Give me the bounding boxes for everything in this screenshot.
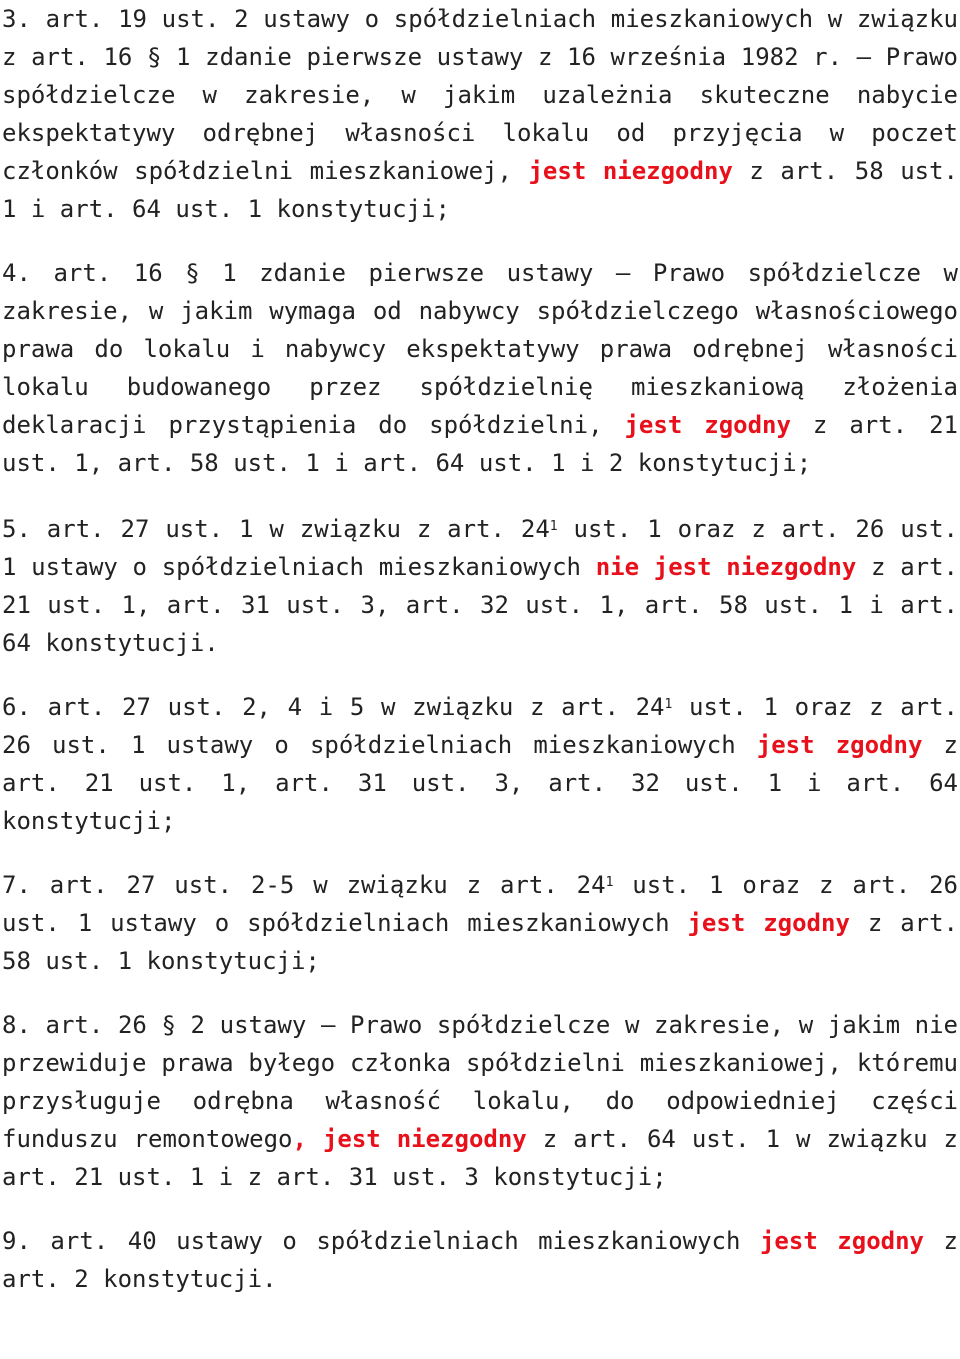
paragraph-gap [2, 662, 958, 688]
ruling-item-5 [2, 510, 958, 662]
verdict-highlight: jest niezgodny [528, 157, 733, 185]
paragraph-gap [2, 840, 958, 866]
ruling-text: z art. 21 ust. 1, art. 31 ust. 3, art. 32 ust. 1, art. 58 ust. 1 i art. 64 konstytucji. [2, 553, 958, 657]
paragraph-gap [2, 482, 958, 510]
judgment-document [2, 0, 958, 1298]
ruling-item-8 [2, 1006, 958, 1196]
superscript: 1 [605, 875, 614, 890]
paragraph-gap [2, 1196, 958, 1222]
ruling-item-3 [2, 0, 958, 228]
ruling-item-7 [2, 866, 958, 980]
ruling-text: 7. art. 27 ust. 2-5 w związku z art. 24 [2, 871, 606, 899]
verdict-highlight: jest zgodny [756, 731, 923, 759]
superscript: 1 [549, 519, 558, 534]
ruling-text: 5. art. 27 ust. 1 w związku z art. 24 [2, 515, 550, 543]
ruling-text: 8. art. 26 § 2 ustawy – Prawo spółdzielcze w zakresie, w jakim nie przewiduje prawa byłego członka spółdzielni mieszkaniowej, któremu przysługuje odrębna własność lokalu, do odpowiedniej części funduszu remontowego [2, 1011, 958, 1153]
paragraph-gap [2, 980, 958, 1006]
ruling-text: 4. art. 16 § 1 zdanie pierwsze ustawy – Prawo spółdzielcze w zakresie, w jakim wymaga od nabywcy spółdzielczego własnościowego prawa do lokalu i nabywcy ekspektatywy prawa odrębnej własności lokalu budowanego przez spółdzielnię mieszkaniową złożenia deklaracji przystąpienia do spółdzielni, [2, 259, 958, 439]
ruling-text: ust. 1 oraz z art. 26 ust. 1 ustawy o spółdzielniach mieszkaniowych [2, 693, 958, 759]
ruling-item-9 [2, 1222, 958, 1298]
verdict-highlight: jest zgodny [759, 1227, 925, 1255]
verdict-highlight: jest zgodny [624, 411, 791, 439]
ruling-item-6 [2, 688, 958, 840]
ruling-item-4 [2, 254, 958, 482]
verdict-highlight: jest zgodny [687, 909, 850, 937]
ruling-text: z art. 58 ust. 1 konstytucji; [2, 909, 958, 975]
verdict-highlight: , jest niezgodny [292, 1125, 527, 1153]
ruling-text: z art. 21 ust. 1, art. 58 ust. 1 i art. 64 ust. 1 i 2 konstytucji; [2, 411, 958, 477]
ruling-text: ust. 1 oraz z art. 26 ust. 1 ustawy o spółdzielniach mieszkaniowych [2, 871, 958, 937]
ruling-text: z art. 21 ust. 1, art. 31 ust. 3, art. 32 ust. 1 i art. 64 konstytucji; [2, 731, 958, 835]
ruling-text: z art. 58 ust. 1 i art. 64 ust. 1 konstytucji; [2, 157, 958, 223]
ruling-text: 9. art. 40 ustawy o spółdzielniach mieszkaniowych [2, 1227, 760, 1255]
ruling-text: 6. art. 27 ust. 2, 4 i 5 w związku z art. 24 [2, 693, 665, 721]
ruling-text: ust. 1 oraz z art. 26 ust. 1 ustawy o spółdzielniach mieszkaniowych [2, 515, 958, 581]
verdict-highlight: nie jest niezgodny [595, 553, 857, 581]
ruling-text: 3. art. 19 ust. 2 ustawy o spółdzielniach mieszkaniowych w związku z art. 16 § 1 zdanie pierwsze ustawy z 16 września 1982 r. – Prawo spółdzielcze w zakresie, w jakim uzależnia skuteczne nabycie ekspektatywy odrębnej własności lokalu od przyjęcia w poczet członków spółdzielni mieszkaniowej, [2, 5, 958, 185]
ruling-text: z art. 2 konstytucji. [2, 1227, 958, 1293]
superscript: 1 [664, 697, 673, 712]
ruling-text: z art. 64 ust. 1 w związku z art. 21 ust. 1 i z art. 31 ust. 3 konstytucji; [2, 1125, 959, 1191]
paragraph-gap [2, 228, 958, 254]
